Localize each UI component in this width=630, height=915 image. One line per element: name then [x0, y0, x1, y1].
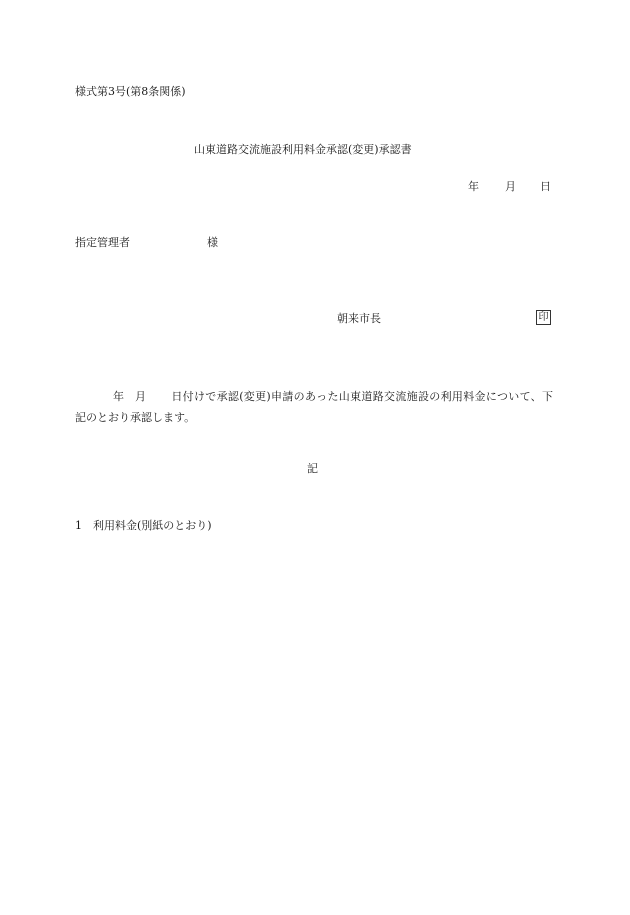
body-text: 日付けで承認(変更)申請のあった山東道路交流施設の利用料金について、下記のとおり承認します。 [75, 390, 553, 424]
seal-stamp: 印 [536, 310, 551, 325]
issuer-name: 朝来市長 [337, 312, 381, 325]
addressee: 指定管理者 [75, 236, 130, 249]
body-paragraph [75, 386, 553, 428]
list-item: 1 利用料金(別紙のとおり) [75, 519, 212, 532]
document-title: 山東道路交流施設利用料金承認(変更)承認書 [194, 143, 412, 156]
honorific: 様 [207, 236, 218, 249]
form-number: 様式第3号(第8条関係) [75, 85, 186, 98]
date-day-label: 日 [540, 180, 551, 193]
body-month-label: 月 [135, 390, 146, 403]
ki-heading: 記 [307, 462, 318, 475]
body-year-label: 年 [113, 390, 124, 403]
date-month-label: 月 [505, 180, 516, 193]
date-year-label: 年 [468, 180, 479, 193]
